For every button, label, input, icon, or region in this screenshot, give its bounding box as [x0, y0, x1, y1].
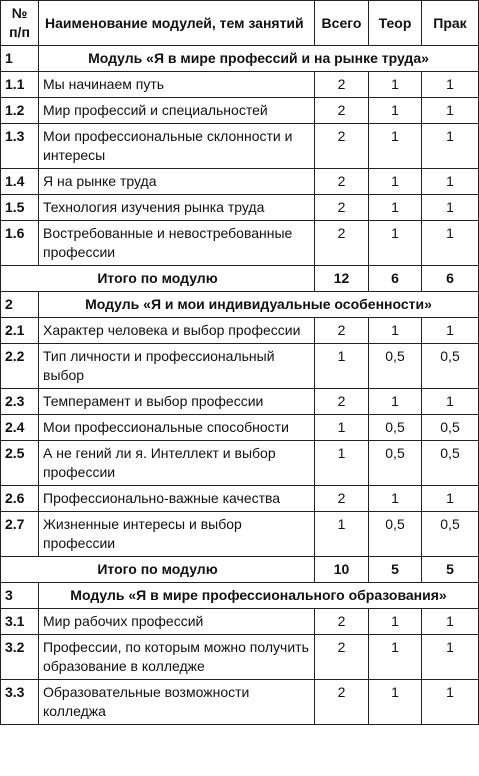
topic-total-hours: 2: [315, 195, 369, 221]
topic-practice-hours: 1: [422, 389, 479, 415]
topic-name: Мои профессиональные склонности и интересы: [39, 124, 315, 169]
topic-name: Востребованные и невостребованные профессии: [39, 221, 315, 266]
topic-practice-hours: 0,5: [422, 415, 479, 441]
topic-name: Я на рынке труда: [39, 169, 315, 195]
topic-total-hours: 2: [315, 221, 369, 266]
topic-practice-hours: 1: [422, 72, 479, 98]
module-row: [1, 583, 479, 609]
topic-total-hours: 2: [315, 680, 369, 725]
topic-row: [1, 389, 479, 415]
module-title: Модуль «Я в мире профессионального образования»: [39, 583, 479, 609]
topic-name: Мир профессий и специальностей: [39, 98, 315, 124]
module-row: [1, 46, 479, 72]
header-total: Всего: [315, 1, 369, 46]
topic-practice-hours: 1: [422, 486, 479, 512]
topic-number: 2.1: [1, 318, 39, 344]
module-number: 2: [1, 292, 39, 318]
module-title: Модуль «Я в мире профессий и на рынке труда»: [39, 46, 479, 72]
topic-number: 2.4: [1, 415, 39, 441]
summary-total-hours: 12: [315, 266, 369, 292]
module-summary-row: [1, 266, 479, 292]
topic-theory-hours: 1: [369, 389, 422, 415]
topic-practice-hours: 1: [422, 221, 479, 266]
module-number: 3: [1, 583, 39, 609]
topic-row: [1, 441, 479, 486]
summary-theory-hours: 6: [369, 266, 422, 292]
topic-theory-hours: 1: [369, 124, 422, 169]
topic-theory-hours: 0,5: [369, 441, 422, 486]
topic-name: Профессии, по которым можно получить образование в колледже: [39, 635, 315, 680]
module-title: Модуль «Я и мои индивидуальные особенности»: [39, 292, 479, 318]
topic-total-hours: 1: [315, 415, 369, 441]
topic-practice-hours: 0,5: [422, 512, 479, 557]
topic-theory-hours: 1: [369, 635, 422, 680]
topic-total-hours: 2: [315, 389, 369, 415]
module-summary-row: [1, 557, 479, 583]
topic-name: Образовательные возможности колледжа: [39, 680, 315, 725]
topic-row: [1, 680, 479, 725]
header-num: № п/п: [1, 1, 39, 46]
topic-row: [1, 635, 479, 680]
topic-theory-hours: 0,5: [369, 512, 422, 557]
topic-row: [1, 169, 479, 195]
topic-total-hours: 1: [315, 441, 369, 486]
topic-number: 1.4: [1, 169, 39, 195]
header-name: Наименование модулей, тем занятий: [39, 1, 315, 46]
summary-practice-hours: 6: [422, 266, 479, 292]
topic-number: 2.7: [1, 512, 39, 557]
topic-number: 1.1: [1, 72, 39, 98]
topic-total-hours: 2: [315, 72, 369, 98]
topic-number: 2.2: [1, 344, 39, 389]
topic-name: Темперамент и выбор профессии: [39, 389, 315, 415]
topic-name: А не гений ли я. Интеллект и выбор профессии: [39, 441, 315, 486]
topic-row: [1, 609, 479, 635]
topic-theory-hours: 1: [369, 72, 422, 98]
topic-name: Профессионально-важные качества: [39, 486, 315, 512]
topic-number: 2.6: [1, 486, 39, 512]
topic-row: [1, 344, 479, 389]
topic-number: 1.2: [1, 98, 39, 124]
topic-practice-hours: 0,5: [422, 441, 479, 486]
header-practice: Прак: [422, 1, 479, 46]
summary-label: Итого по модулю: [1, 266, 315, 292]
topic-row: [1, 486, 479, 512]
topic-total-hours: 2: [315, 635, 369, 680]
topic-row: [1, 124, 479, 169]
topic-name: Характер человека и выбор профессии: [39, 318, 315, 344]
topic-number: 3.2: [1, 635, 39, 680]
topic-row: [1, 195, 479, 221]
topic-theory-hours: 1: [369, 98, 422, 124]
topic-total-hours: 2: [315, 169, 369, 195]
topic-practice-hours: 1: [422, 195, 479, 221]
topic-total-hours: 1: [315, 344, 369, 389]
topic-total-hours: 2: [315, 486, 369, 512]
module-row: [1, 292, 479, 318]
topic-row: [1, 221, 479, 266]
topic-name: Тип личности и профессиональный выбор: [39, 344, 315, 389]
topic-theory-hours: 0,5: [369, 415, 422, 441]
topic-theory-hours: 0,5: [369, 344, 422, 389]
topic-row: [1, 415, 479, 441]
topic-number: 1.6: [1, 221, 39, 266]
topic-row: [1, 318, 479, 344]
topic-total-hours: 2: [315, 609, 369, 635]
summary-practice-hours: 5: [422, 557, 479, 583]
table-body: [1, 46, 479, 725]
topic-number: 2.3: [1, 389, 39, 415]
summary-total-hours: 10: [315, 557, 369, 583]
topic-theory-hours: 1: [369, 221, 422, 266]
topic-number: 1.5: [1, 195, 39, 221]
topic-total-hours: 2: [315, 318, 369, 344]
summary-theory-hours: 5: [369, 557, 422, 583]
topic-name: Мир рабочих профессий: [39, 609, 315, 635]
topic-name: Мои профессиональные способности: [39, 415, 315, 441]
topic-theory-hours: 1: [369, 318, 422, 344]
topic-number: 3.3: [1, 680, 39, 725]
topic-name: Технология изучения рынка труда: [39, 195, 315, 221]
topic-row: [1, 72, 479, 98]
topic-total-hours: 2: [315, 124, 369, 169]
topic-row: [1, 512, 479, 557]
topic-practice-hours: 1: [422, 635, 479, 680]
topic-theory-hours: 1: [369, 680, 422, 725]
topic-practice-hours: 1: [422, 124, 479, 169]
topic-row: [1, 98, 479, 124]
topic-number: 3.1: [1, 609, 39, 635]
topic-total-hours: 2: [315, 98, 369, 124]
header-row: [1, 1, 479, 46]
topic-theory-hours: 1: [369, 169, 422, 195]
module-number: 1: [1, 46, 39, 72]
summary-label: Итого по модулю: [1, 557, 315, 583]
topic-practice-hours: 0,5: [422, 344, 479, 389]
topic-number: 2.5: [1, 441, 39, 486]
topic-practice-hours: 1: [422, 318, 479, 344]
header-theory: Теор: [369, 1, 422, 46]
topic-theory-hours: 1: [369, 195, 422, 221]
topic-total-hours: 1: [315, 512, 369, 557]
topic-name: Мы начинаем путь: [39, 72, 315, 98]
topic-theory-hours: 1: [369, 609, 422, 635]
topic-theory-hours: 1: [369, 486, 422, 512]
topic-number: 1.3: [1, 124, 39, 169]
topic-practice-hours: 1: [422, 98, 479, 124]
topic-practice-hours: 1: [422, 169, 479, 195]
topic-practice-hours: 1: [422, 609, 479, 635]
topic-practice-hours: 1: [422, 680, 479, 725]
topic-name: Жизненные интересы и выбор профессии: [39, 512, 315, 557]
